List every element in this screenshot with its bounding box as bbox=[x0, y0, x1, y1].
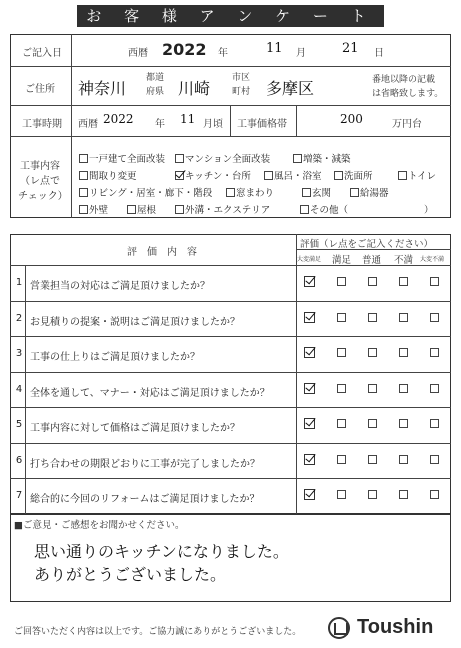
content-option-label: リビング・居室・廊下・階段 bbox=[89, 188, 213, 199]
rating-checkbox[interactable] bbox=[399, 490, 408, 499]
content-option-label: マンション全面改装 bbox=[185, 154, 271, 165]
content-option[interactable] bbox=[175, 168, 251, 182]
question-number: 3 bbox=[15, 348, 23, 359]
checkbox-icon[interactable] bbox=[264, 171, 273, 180]
row-number-divider bbox=[25, 372, 26, 408]
entry-month-unit: 月 bbox=[296, 48, 306, 59]
address-label: ご住所 bbox=[25, 84, 55, 95]
form-title: お 客 様 ア ン ケ ー ト bbox=[77, 5, 384, 27]
question-text: 総合的に今回のリフォームはご満足頂けましたか？ bbox=[30, 494, 260, 505]
scale-satisfied: 満足 bbox=[332, 255, 352, 266]
row-divider bbox=[10, 372, 451, 373]
survey-header-content: 評 価 内 容 bbox=[127, 247, 197, 258]
pref-unit-bottom: 府県 bbox=[146, 87, 165, 97]
question-number: 5 bbox=[15, 419, 23, 430]
row-divider bbox=[10, 443, 451, 444]
rating-checkbox-checked[interactable] bbox=[304, 418, 315, 429]
period-month-unit: 月頃 bbox=[203, 119, 223, 130]
content-option[interactable] bbox=[293, 151, 351, 165]
rating-checkbox[interactable] bbox=[337, 419, 346, 428]
row-divider bbox=[10, 478, 451, 479]
rating-checkbox[interactable] bbox=[337, 277, 346, 286]
question-text: 工事の仕上りはご満足頂けましたか？ bbox=[30, 352, 200, 363]
scale-dissatisfied: 不満 bbox=[394, 255, 414, 266]
row-number-divider bbox=[25, 265, 26, 301]
rating-checkbox[interactable] bbox=[368, 384, 377, 393]
row-divider bbox=[10, 301, 451, 302]
checkbox-icon[interactable] bbox=[293, 154, 302, 163]
price-label: 工事価格帯 bbox=[237, 119, 287, 130]
rating-checkbox-checked[interactable] bbox=[304, 347, 315, 358]
content-option-label: トイレ bbox=[408, 171, 437, 182]
content-option[interactable] bbox=[398, 168, 436, 182]
rating-checkbox[interactable] bbox=[337, 348, 346, 357]
checkbox-icon[interactable] bbox=[398, 171, 407, 180]
period-month-value[interactable]: 11 bbox=[180, 112, 196, 126]
entry-month-value[interactable]: 11 bbox=[266, 41, 283, 56]
scale-very-dissatisfied: 大変不満 bbox=[420, 256, 445, 263]
rating-checkbox-checked[interactable] bbox=[304, 454, 315, 465]
checkbox-icon[interactable] bbox=[175, 154, 184, 163]
footer-brand: Toushin bbox=[357, 616, 434, 638]
address-prefecture[interactable]: 神奈川 bbox=[78, 79, 127, 98]
rating-checkbox[interactable] bbox=[430, 348, 439, 357]
row-number-divider bbox=[25, 407, 26, 443]
rating-checkbox-checked[interactable] bbox=[304, 383, 315, 394]
content-option-label: 給湯器 bbox=[360, 188, 389, 199]
scale-normal: 普通 bbox=[362, 255, 382, 266]
checkbox-icon[interactable] bbox=[300, 205, 309, 214]
content-label-1: 工事内容 bbox=[20, 161, 60, 172]
row-number-divider bbox=[25, 443, 26, 479]
checkbox-checked-icon[interactable] bbox=[175, 171, 184, 180]
content-option-label: 外溝・エクステリア bbox=[185, 205, 271, 216]
entry-day-unit: 日 bbox=[374, 48, 384, 59]
rating-checkbox[interactable] bbox=[399, 455, 408, 464]
content-option[interactable] bbox=[175, 202, 270, 216]
price-value[interactable]: 200 bbox=[340, 112, 363, 126]
rating-checkbox[interactable] bbox=[368, 348, 377, 357]
content-option-label: 風呂・浴室 bbox=[274, 171, 322, 182]
content-option[interactable] bbox=[79, 151, 165, 165]
period-label: 工事時期 bbox=[22, 119, 62, 130]
checkbox-icon[interactable] bbox=[79, 205, 88, 214]
content-label-3: チェック） bbox=[18, 191, 68, 202]
checkbox-icon[interactable] bbox=[79, 171, 88, 180]
rating-checkbox[interactable] bbox=[430, 419, 439, 428]
content-option-label: 一戸建て全面改装 bbox=[89, 154, 166, 165]
question-number: 7 bbox=[15, 490, 23, 501]
period-era-label: 西暦 bbox=[78, 119, 98, 130]
question-text: 工事内容に対して価格はご満足頂けましたか？ bbox=[30, 423, 240, 434]
rating-checkbox[interactable] bbox=[430, 490, 439, 499]
rating-checkbox[interactable] bbox=[368, 419, 377, 428]
comment-label: ■ご意見・ご感想をお聞かせください。 bbox=[14, 520, 185, 531]
question-number: 1 bbox=[15, 277, 23, 288]
row-number-divider bbox=[25, 478, 26, 514]
city-unit-top: 市区 bbox=[232, 73, 251, 83]
survey-table bbox=[10, 234, 451, 514]
entry-year-unit: 年 bbox=[218, 48, 228, 59]
rating-checkbox[interactable] bbox=[368, 277, 377, 286]
content-option[interactable] bbox=[226, 185, 274, 199]
content-option-label: 外壁 bbox=[89, 205, 109, 216]
row-divider bbox=[10, 336, 451, 337]
entry-day-value[interactable]: 21 bbox=[342, 41, 359, 56]
scale-very-satisfied: 大変満足 bbox=[297, 256, 322, 263]
question-number: 2 bbox=[15, 312, 23, 324]
content-option[interactable] bbox=[79, 168, 137, 182]
content-option-label: 増築・減築 bbox=[303, 154, 351, 165]
content-option[interactable] bbox=[264, 168, 322, 182]
period-year-unit: 年 bbox=[155, 119, 165, 130]
checkbox-icon[interactable] bbox=[350, 188, 359, 197]
period-year-value[interactable]: 2022 bbox=[103, 112, 134, 126]
rating-checkbox[interactable] bbox=[399, 313, 408, 322]
checkbox-icon[interactable] bbox=[175, 205, 184, 214]
checkbox-icon[interactable] bbox=[79, 188, 88, 197]
row-number-divider bbox=[25, 336, 26, 372]
rating-checkbox[interactable] bbox=[430, 277, 439, 286]
rating-checkbox[interactable] bbox=[399, 384, 408, 393]
comment-line-1[interactable]: 思い通りのキッチンになりました。 bbox=[34, 542, 289, 561]
address-note-2: は省略致します。 bbox=[372, 89, 444, 99]
price-unit: 万円台 bbox=[392, 119, 422, 130]
address-note-1: 番地以降の記載 bbox=[372, 75, 436, 85]
content-option-label: 窓まわり bbox=[236, 188, 275, 199]
footer-thanks: ご回答いただく内容は以上です。ご協力誠にありがとうございました。 bbox=[14, 627, 302, 637]
content-option[interactable] bbox=[79, 202, 108, 216]
entry-era-label: 西暦 bbox=[128, 48, 148, 59]
checkbox-icon[interactable] bbox=[334, 171, 343, 180]
rating-checkbox-checked[interactable] bbox=[304, 489, 315, 500]
rating-checkbox-checked[interactable] bbox=[304, 312, 315, 323]
content-option[interactable] bbox=[302, 185, 331, 199]
content-option-label: 間取り変更 bbox=[89, 171, 137, 182]
content-option[interactable] bbox=[334, 168, 373, 182]
rating-checkbox-checked[interactable] bbox=[304, 276, 315, 287]
address-city[interactable]: 川崎 bbox=[178, 79, 211, 98]
rating-checkbox[interactable] bbox=[399, 277, 408, 286]
content-option-label: その他（ bbox=[310, 205, 349, 216]
question-text: 全体を通して、マナー・対応はご満足頂けましたか？ bbox=[30, 387, 270, 399]
rating-checkbox[interactable] bbox=[430, 313, 439, 322]
content-option[interactable] bbox=[175, 151, 270, 165]
content-option[interactable] bbox=[350, 185, 389, 199]
rating-checkbox[interactable] bbox=[368, 490, 377, 499]
content-option-label: 玄関 bbox=[312, 188, 332, 199]
checkbox-icon[interactable] bbox=[79, 154, 88, 163]
question-text: 営業担当の対応はご満足頂けましたか？ bbox=[30, 281, 210, 292]
content-option-label: 屋根 bbox=[137, 205, 157, 216]
rating-checkbox[interactable] bbox=[430, 384, 439, 393]
logo-icon bbox=[328, 617, 350, 639]
content-option[interactable] bbox=[300, 202, 348, 216]
rating-checkbox[interactable] bbox=[399, 419, 408, 428]
rating-checkbox[interactable] bbox=[337, 313, 346, 322]
question-number: 4 bbox=[15, 383, 23, 395]
entry-date-label: ご記入日 bbox=[22, 48, 62, 59]
rating-checkbox[interactable] bbox=[337, 455, 346, 464]
question-text: お見積りの提案・説明はご満足頂けましたか？ bbox=[30, 316, 240, 328]
rating-checkbox[interactable] bbox=[399, 348, 408, 357]
rating-checkbox[interactable] bbox=[368, 455, 377, 464]
rating-checkbox[interactable] bbox=[430, 455, 439, 464]
content-option[interactable] bbox=[79, 185, 212, 199]
checkbox-icon[interactable] bbox=[226, 188, 235, 197]
entry-year-value[interactable]: 2022 bbox=[162, 40, 207, 59]
other-close-paren: ） bbox=[424, 205, 434, 216]
rating-checkbox[interactable] bbox=[337, 384, 346, 393]
checkbox-icon[interactable] bbox=[302, 188, 311, 197]
survey-header-rating: 評価（レ点をご記入ください） bbox=[300, 239, 434, 250]
checkbox-icon[interactable] bbox=[127, 205, 136, 214]
row-number-divider bbox=[25, 301, 26, 337]
content-label-2: （レ点で bbox=[20, 176, 60, 187]
comment-line-2[interactable]: ありがとうございました。 bbox=[34, 565, 227, 584]
content-option-label: キッチン・台所 bbox=[185, 171, 251, 182]
rating-checkbox[interactable] bbox=[368, 313, 377, 322]
content-option[interactable] bbox=[127, 202, 156, 216]
pref-unit-top: 都道 bbox=[146, 73, 165, 83]
city-unit-bottom: 町村 bbox=[232, 87, 251, 97]
rating-checkbox[interactable] bbox=[337, 490, 346, 499]
row-divider bbox=[10, 407, 451, 408]
question-text: 打ち合わせの期限どおりに工事が完了しましたか？ bbox=[30, 458, 260, 470]
address-ward[interactable]: 多摩区 bbox=[266, 79, 315, 98]
question-number: 6 bbox=[15, 454, 23, 466]
content-option-label: 洗面所 bbox=[344, 171, 373, 182]
